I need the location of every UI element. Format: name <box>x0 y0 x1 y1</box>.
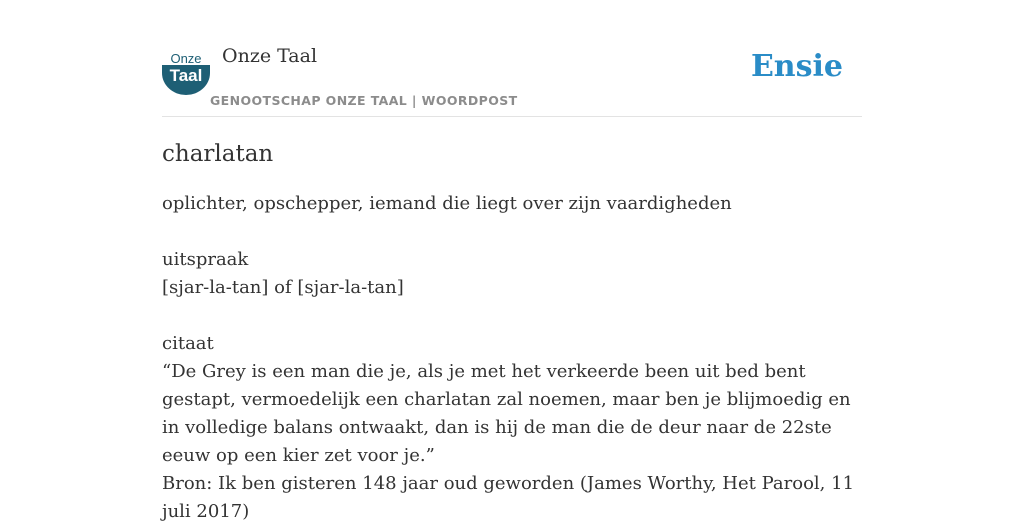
entry-body <box>162 190 862 526</box>
spacer <box>162 302 862 330</box>
header <box>162 44 862 117</box>
spacer <box>162 218 862 246</box>
definition: oplichter, opschepper, iemand die liegt over zijn vaardigheden <box>162 193 732 214</box>
pronunciation-label: uitspraak <box>162 249 249 270</box>
ensie-logo[interactable]: Ensie <box>750 49 843 84</box>
onze-taal-logo[interactable] <box>162 53 210 95</box>
entry-content <box>162 138 862 526</box>
logo-text-onze: Onze <box>170 53 202 66</box>
quote: “De Grey is een man die je, als je met het verkeerde been uit bed bent gestapt, vermoedelijk een charlatan zal noemen, maar ben je blijmoedig en in volledige balans ontwaakt, dan is hij de man die de deur naar de 22ste eeuw op een kier zet voor je.” <box>162 361 851 466</box>
logo-text-taal: Taal <box>169 66 203 85</box>
quote-source: Bron: Ik ben gisteren 148 jaar oud geworden (James Worthy, Het Parool, 11 juli 2017) <box>162 473 855 522</box>
site-name[interactable]: Onze Taal <box>222 45 318 67</box>
entry-title: charlatan <box>162 141 274 167</box>
quote-label: citaat <box>162 333 214 354</box>
pronunciation: [sjar-la-tan] of [sjar-la-tan] <box>162 277 404 298</box>
site-subtitle: GENOOTSCHAP ONZE TAAL | WOORDPOST <box>210 93 518 108</box>
